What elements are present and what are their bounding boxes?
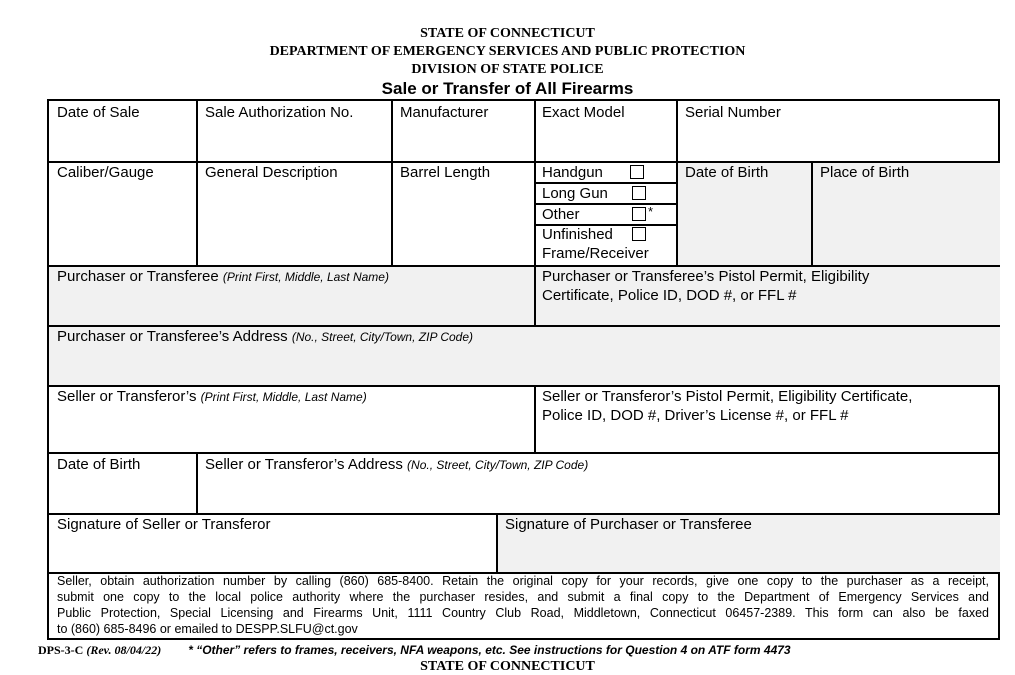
serial-number-label: Serial Number xyxy=(685,104,781,121)
header-department: DEPARTMENT OF EMERGENCY SERVICES AND PUBLIC PROTECTION xyxy=(269,44,746,59)
purchaser-permit-label-1: Purchaser or Transferee’s Pistol Permit, Eligibility xyxy=(542,268,870,285)
purchaser-name-hint: (Print First, Middle, Last Name) xyxy=(222,270,389,284)
purchaser-address-label xyxy=(57,327,473,347)
long-gun-checkbox[interactable] xyxy=(632,186,646,200)
purchaser-name-label xyxy=(57,267,389,287)
other-asterisk: * xyxy=(648,204,654,219)
other-label: Other xyxy=(542,206,580,223)
seller-date-of-birth-label: Date of Birth xyxy=(57,456,141,473)
frame-receiver-label: Frame/Receiver xyxy=(542,245,649,262)
seller-name-hint: (Print First, Middle, Last Name) xyxy=(200,390,367,404)
long-gun-label: Long Gun xyxy=(542,185,608,202)
seller-name-label xyxy=(57,387,367,407)
form-footer xyxy=(38,643,791,658)
instructions-line-1: Seller, obtain authorization number by calling (860) 685-8400. Retain the original copy for your records, give one copy to the purchaser as a receipt, xyxy=(57,574,989,588)
other-footnote: * “Other” refers to frames, receivers, NFA weapons, etc. See instructions for Question 4 on ATF form 4473 xyxy=(188,643,791,657)
date-of-birth-label: Date of Birth xyxy=(685,164,769,181)
instructions-line-2: submit one copy to the local police authority where the purchaser resides, and submit a final copy to the Department of Emergency Services and xyxy=(57,590,989,604)
seller-permit-label-1: Seller or Transferor’s Pistol Permit, Eligibility Certificate, xyxy=(542,388,913,405)
purchaser-signature-label: Signature of Purchaser or Transferee xyxy=(505,516,752,533)
purchaser-name-text: Purchaser or Transferee xyxy=(57,268,223,285)
handgun-checkbox[interactable] xyxy=(630,165,644,179)
form-revision: (Rev. 08/04/22) xyxy=(86,643,162,657)
purchaser-address-hint: (No., Street, City/Town, ZIP Code) xyxy=(291,330,474,344)
unfinished-label: Unfinished xyxy=(542,226,613,243)
manufacturer-label: Manufacturer xyxy=(400,104,489,121)
general-description-label: General Description xyxy=(205,164,338,181)
purchaser-address-text: Purchaser or Transferee’s Address xyxy=(57,328,292,345)
handgun-label: Handgun xyxy=(542,164,603,181)
instructions-line-4: to (860) 685-8496 or emailed to DESPP.SLFU@ct.gov xyxy=(57,622,358,636)
sale-authorization-label: Sale Authorization No. xyxy=(205,104,354,121)
exact-model-label: Exact Model xyxy=(542,104,625,121)
next-page-header-cut: STATE OF CONNECTICUT xyxy=(420,659,595,674)
caliber-label: Caliber/Gauge xyxy=(57,164,154,181)
seller-permit-label-2: Police ID, DOD #, Driver’s License #, or FFL # xyxy=(542,407,849,424)
header-state: STATE OF CONNECTICUT xyxy=(420,26,595,41)
barrel-length-label: Barrel Length xyxy=(400,164,491,181)
seller-address-text: Seller or Transferor’s Address xyxy=(205,456,408,473)
date-of-sale-label: Date of Sale xyxy=(57,104,140,121)
other-checkbox[interactable] xyxy=(632,207,646,221)
purchaser-permit-label-2: Certificate, Police ID, DOD #, or FFL # xyxy=(542,287,797,304)
instructions-line-3: Public Protection, Special Licensing and Firearms Unit, 1111 Country Club Road, Middletown, Connecticut 06457-2389. This form can also be faxed xyxy=(57,606,989,620)
form-id: DPS-3-C xyxy=(38,643,87,657)
seller-address-hint: (No., Street, City/Town, ZIP Code) xyxy=(407,458,589,472)
seller-name-text: Seller or Transferor’s xyxy=(57,388,201,405)
unfinished-checkbox[interactable] xyxy=(632,227,646,241)
header-division: DIVISION OF STATE POLICE xyxy=(411,62,604,77)
seller-signature-label: Signature of Seller or Transferor xyxy=(57,516,271,533)
place-of-birth-label: Place of Birth xyxy=(820,164,910,181)
form-title: Sale or Transfer of All Firearms xyxy=(381,79,634,98)
seller-address-label xyxy=(205,455,588,475)
